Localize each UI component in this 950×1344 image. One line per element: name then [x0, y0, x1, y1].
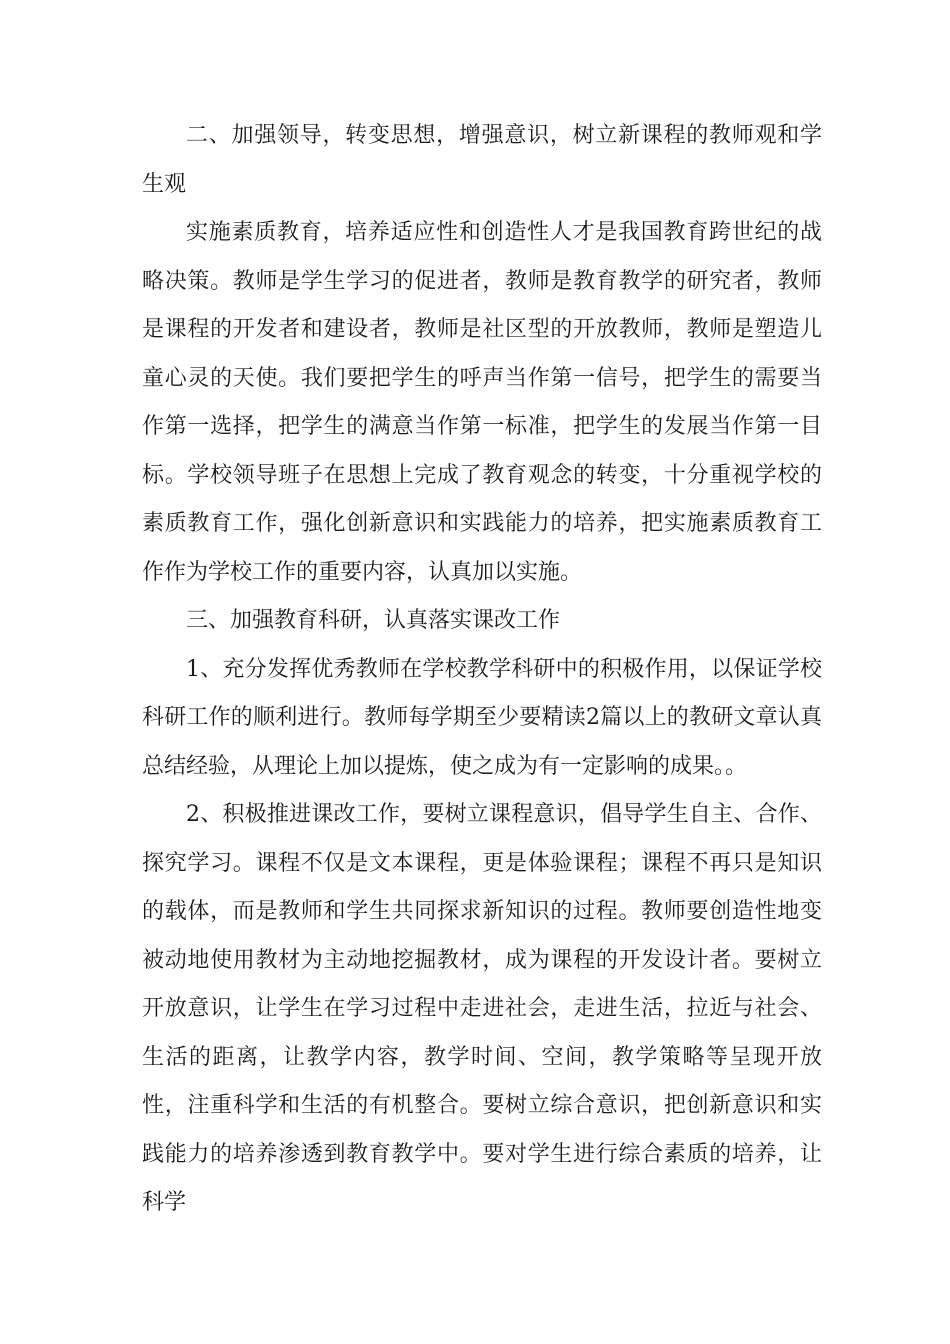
- list-item-1: 1、充分发挥优秀教师在学校教学科研中的积极作用，以保证学校科研工作的顺利进行。教师每学期至少要精读2篇以上的教研文章认真总结经验，从理论上加以提炼，使之成为有一定影响的成果。。: [142, 656, 822, 779]
- section-heading-2: 二、加强领导，转变思想，增强意识，树立新课程的教师观和学生观: [142, 123, 822, 197]
- list-item-2: 2、积极推进课改工作，要树立课程意识，倡导学生自主、合作、探究学习。课程不仅是文本课程，更是体验课程；课程不再只是知识的载体，而是教师和学生共同探求新知识的过程。教师要创造性地变被动地使用教材为主动地挖掘教材，成为课程的开发设计者。要树立开放意识，让学生在学习过程中走进社会，走进生活，拉近与社会、生活的距离，让教学内容，教学时间、空间，教学策略等呈现开放性，注重科学和生活的有机整合。要树立综合意识，把创新意识和实践能力的培养渗透到教育教学中。要对学生进行综合素质的培养，让科学: [142, 802, 822, 1215]
- document-body: [142, 112, 822, 1228]
- body-paragraph: 实施素质教育，培养适应性和创造性人才是我国教育跨世纪的战略决策。教师是学生学习的促进者，教师是教育教学的研究者，教师是课程的开发者和建设者，教师是社区型的开放教师，教师是塑造儿童心灵的天使。我们要把学生的呼声当作第一信号，把学生的需要当作第一选择，把学生的满意当作第一标准，把学生的发展当作第一目标。学校领导班子在思想上完成了教育观念的转变，十分重视学校的素质教育工作，强化创新意识和实践能力的培养，把实施素质教育工作作为学校工作的重要内容，认真加以实施。: [142, 220, 822, 585]
- section-heading-3: 三、加强教育科研，认真落实课改工作: [186, 608, 561, 633]
